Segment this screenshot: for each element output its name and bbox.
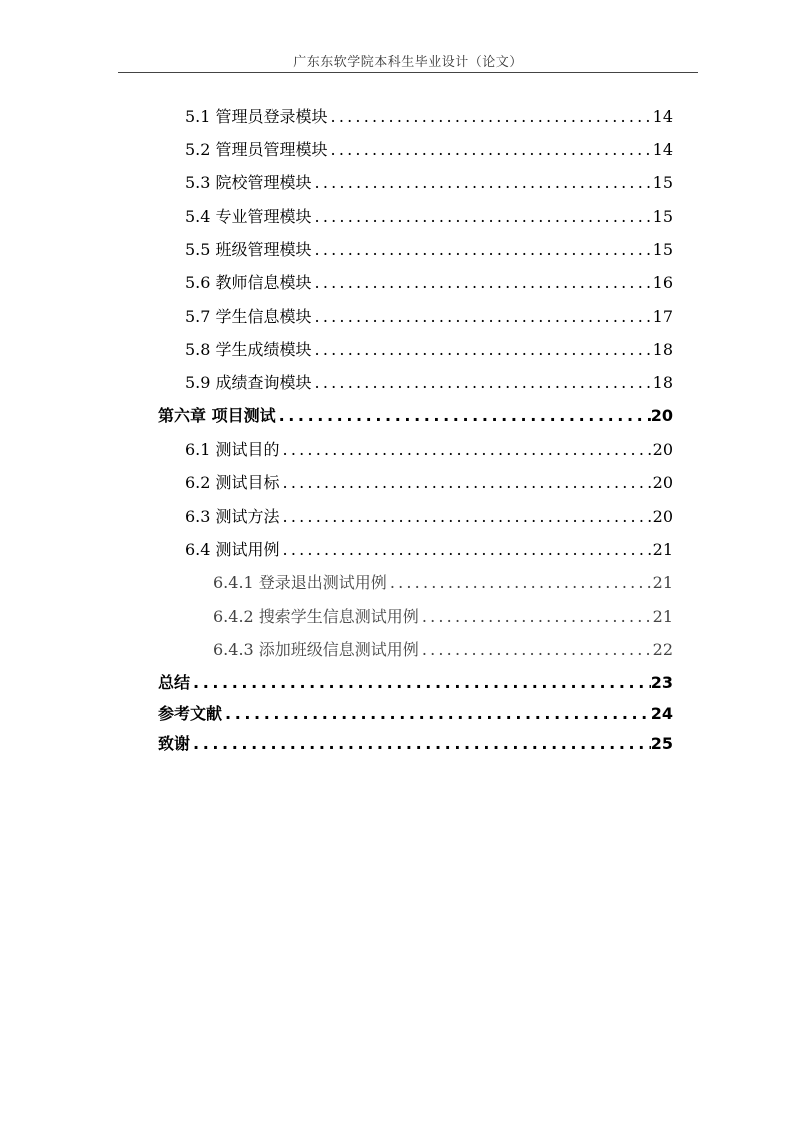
toc-entry-6-3[interactable] (185, 506, 673, 528)
toc-dot-leader (280, 472, 653, 494)
toc-page-number: 14 (652, 140, 673, 159)
toc-entry-title: 总结 (158, 673, 191, 692)
toc-entry-5-4[interactable] (185, 206, 673, 228)
toc-entry-title: 6.4 测试用例 (185, 540, 280, 559)
toc-dot-leader (312, 306, 653, 328)
toc-entry-chapter-6[interactable] (158, 405, 673, 427)
toc-entry-title: 6.4.2 搜索学生信息测试用例 (213, 607, 419, 626)
toc-entry-conclusion[interactable] (158, 672, 673, 694)
toc-dot-leader (312, 172, 653, 194)
toc-entry-title: 5.5 班级管理模块 (185, 240, 312, 259)
toc-page-number: 15 (652, 240, 673, 259)
toc-entry-title: 5.6 教师信息模块 (185, 273, 312, 292)
toc-page-number: 25 (650, 734, 673, 753)
toc-dot-leader (312, 272, 653, 294)
toc-entry-title: 5.8 学生成绩模块 (185, 340, 312, 359)
toc-dot-leader (419, 639, 653, 661)
toc-entry-title: 5.7 学生信息模块 (185, 307, 312, 326)
toc-dot-leader (276, 405, 651, 427)
toc-page-number: 23 (650, 673, 673, 692)
toc-entry-6-2[interactable] (185, 472, 673, 494)
toc-entry-6-4-2[interactable] (213, 606, 673, 628)
toc-entry-5-1[interactable] (185, 106, 673, 128)
toc-entry-5-8[interactable] (185, 339, 673, 361)
toc-entry-title: 6.4.3 添加班级信息测试用例 (213, 640, 419, 659)
toc-page-number: 20 (652, 473, 673, 492)
toc-page-number: 21 (652, 540, 673, 559)
toc-page-number: 16 (652, 273, 673, 292)
toc-page-number: 17 (652, 307, 673, 326)
toc-entry-5-6[interactable] (185, 272, 673, 294)
toc-entry-5-7[interactable] (185, 306, 673, 328)
toc-page-number: 18 (652, 373, 673, 392)
toc-entry-5-2[interactable] (185, 139, 673, 161)
toc-dot-leader (190, 672, 651, 694)
toc-dot-leader (328, 106, 653, 128)
toc-dot-leader (280, 539, 653, 561)
toc-entry-title: 6.4.1 登录退出测试用例 (213, 573, 387, 592)
toc-entry-6-4[interactable] (185, 539, 673, 561)
toc-dot-leader (312, 206, 653, 228)
toc-page-number: 21 (652, 573, 673, 592)
toc-page-number: 14 (652, 107, 673, 126)
toc-entry-acknowledgements[interactable] (158, 733, 673, 755)
toc-page-number: 20 (650, 406, 673, 425)
toc-entry-6-4-1[interactable] (213, 572, 673, 594)
toc-dot-leader (312, 239, 653, 261)
toc-dot-leader (312, 339, 653, 361)
toc-dot-leader (328, 139, 653, 161)
toc-entry-5-3[interactable] (185, 172, 673, 194)
toc-entry-title: 第六章 项目测试 (158, 406, 276, 425)
toc-entry-title: 6.3 测试方法 (185, 507, 280, 526)
toc-entry-references[interactable] (158, 703, 673, 725)
toc-page-number: 21 (652, 607, 673, 626)
toc-entry-6-4-3[interactable] (213, 639, 673, 661)
toc-dot-leader (387, 572, 653, 594)
toc-dot-leader (190, 733, 651, 755)
toc-page-number: 18 (652, 340, 673, 359)
toc-entry-5-5[interactable] (185, 239, 673, 261)
toc-entry-5-9[interactable] (185, 372, 673, 394)
toc-dot-leader (312, 372, 653, 394)
toc-entry-title: 6.2 测试目标 (185, 473, 280, 492)
toc-entry-title: 5.9 成绩查询模块 (185, 373, 312, 392)
toc-dot-leader (280, 506, 653, 528)
toc-page-number: 24 (650, 704, 673, 723)
page-header: 广东东软学院本科生毕业设计（论文） (293, 55, 523, 70)
toc-entry-title: 参考文献 (158, 704, 223, 723)
toc-page-number: 22 (652, 640, 673, 659)
toc-entry-title: 5.2 管理员管理模块 (185, 140, 328, 159)
toc-entry-title: 5.3 院校管理模块 (185, 173, 312, 192)
toc-entry-title: 6.1 测试目的 (185, 440, 280, 459)
toc-dot-leader (419, 606, 653, 628)
toc-page-number: 15 (652, 173, 673, 192)
toc-page-number: 20 (652, 440, 673, 459)
toc-page-number: 20 (652, 507, 673, 526)
toc-dot-leader (280, 439, 653, 461)
toc-entry-title: 5.4 专业管理模块 (185, 207, 312, 226)
toc-entry-title: 5.1 管理员登录模块 (185, 107, 328, 126)
toc-entry-6-1[interactable] (185, 439, 673, 461)
toc-dot-leader (222, 703, 651, 725)
toc-page-number: 15 (652, 207, 673, 226)
toc-entry-title: 致谢 (158, 734, 191, 753)
